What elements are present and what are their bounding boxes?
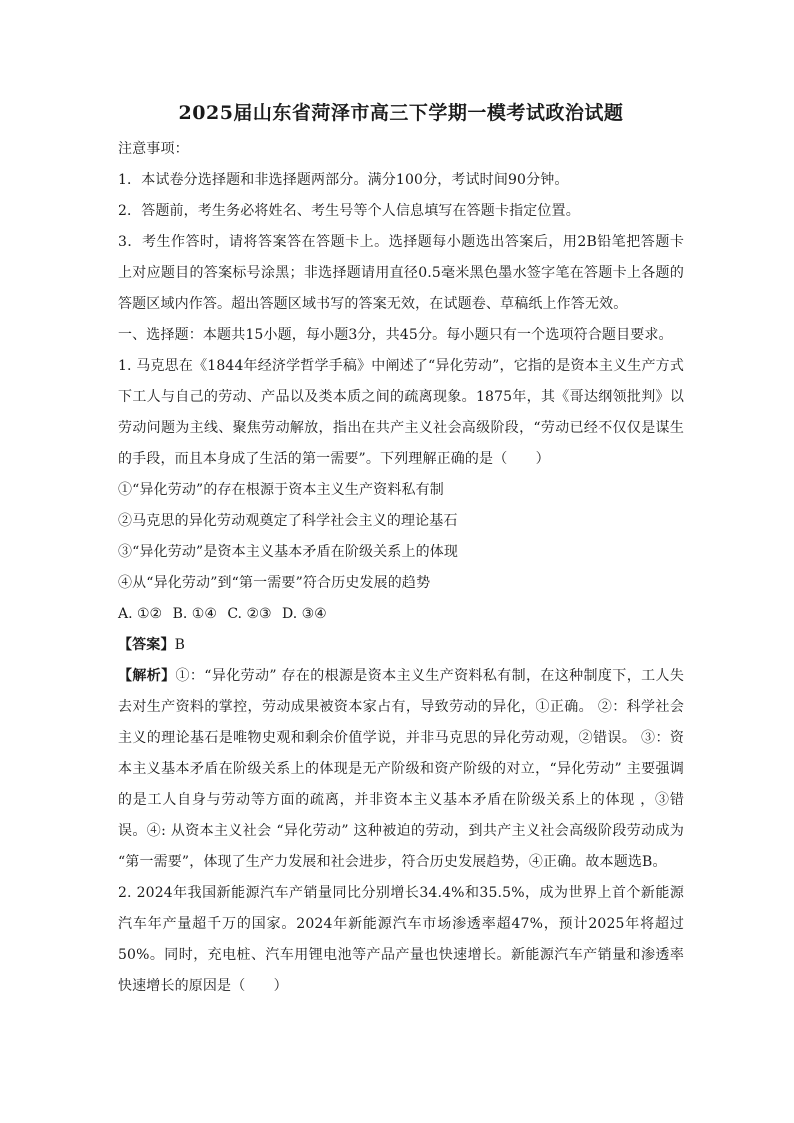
answer-label: 【答案】 (118, 637, 175, 653)
answer-value: B (174, 637, 186, 653)
question-1-options (118, 599, 684, 630)
analysis-paragraph (118, 661, 684, 878)
analysis-label: 【解析】 (118, 668, 176, 684)
question-1-statement-4: ④从“异化劳动”到“第一需要”符合历史发展的趋势 (118, 575, 431, 591)
document-page (118, 100, 684, 1002)
question-1-stem: 1. 马克思在《1844年经济学哲学手稿》中阐述了“异化劳动”，它指的是资本主义生产方式下工人与自己的劳动、产品以及类本质之间的疏离现象。1875年，其《哥达纲领批判》以劳动问题为主线、聚焦劳动解放，指出在共产主义社会高级阶段，“劳动已经不仅仅是谋生的手段，而且本身成了生活的第一需要”。下列理解正确的是（ ） (118, 358, 684, 467)
question-1-statement-1: ①“异化劳动”的存在根源于资本主义生产资料私有制 (118, 482, 444, 498)
page-title: 2025届山东省菏泽市高三下学期一模考试政治试题 (178, 102, 624, 124)
analysis-text: ①：“异化劳动” 存在的根源是资本主义生产资料私有制，在这种制度下，工人失去对生产资料的掌控，劳动成果被资本家占有，导致劳动的异化，①正确。 ②：科学社会主义的理论基石是唯物史观和剩余价值学说，并非马克思的异化劳动观，②错误。 ③：资本主义基本矛盾在阶级关系上的体现是无产阶级和资产阶级的对立，“异化劳动” 主要强调的是工人自身与劳动等方面的疏离，并非资本主义基本矛盾在阶级关系上的体现 ，③错误。④: 从资本主义社会 “异化劳动” 这种被迫的劳动，到共产主义社会高级阶段劳动成为 “第一需要”，体现了生产力发展和社会进步，符合历史发展趋势，④正确。故本题选B。 (118, 668, 684, 870)
option-a: A. ①② (118, 606, 163, 622)
notice-item-1: 1．本试卷分选择题和非选择题两部分。满分100分，考试时间90分钟。 (118, 172, 569, 188)
notice-item-2: 2．答题前，考生务必将姓名、考生号等个人信息填写在答题卡指定位置。 (118, 203, 580, 219)
question-1-statement-3: ③“异化劳动”是资本主义基本矛盾在阶级关系上的体现 (118, 544, 459, 560)
notice-heading: 注意事项： (118, 141, 189, 157)
option-b: B. ①④ (172, 606, 217, 622)
option-d: D. ③④ (282, 606, 327, 622)
question-1-statement-2: ②马克思的异化劳动观奠定了科学社会主义的理论基石 (118, 513, 458, 529)
option-c: C. ②③ (227, 606, 272, 622)
answer-line (118, 630, 684, 661)
notice-item-3: 3．考生作答时，请将答案答在答题卡上。选择题每小题选出答案后，用2B铅笔把答题卡上对应题目的答案标号涂黑；非选择题请用直径0.5毫米黑色墨水签字笔在答题卡上各题的答题区域内作答。超出答题区域书写的答案无效，在试题卷、草稿纸上作答无效。 (118, 234, 684, 312)
question-2-stem: 2. 2024年我国新能源汽车产销量同比分别增长34.4%和35.5%，成为世界上首个新能源汽车年产量超千万的国家。2024年新能源汽车市场渗透率超47%，预计2025年将超过50%。同时，充电桩、汽车用锂电池等产品产量也快速增长。新能源汽车产销量和渗透率快速增长的原因是（ ） (118, 885, 684, 994)
section-heading: 一、选择题：本题共15小题，每小题3分，共45分。每小题只有一个选项符合题目要求。 (118, 327, 673, 343)
